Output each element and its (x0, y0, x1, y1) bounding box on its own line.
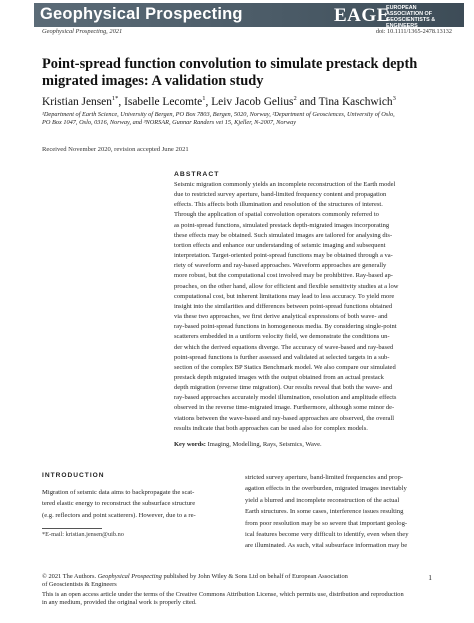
abstract-heading: ABSTRACT (174, 171, 220, 178)
received-dates: Received November 2020, revision accepted June 2021 (42, 146, 189, 153)
keywords (174, 441, 322, 448)
author-separator: , (205, 95, 212, 108)
author-affiliation-mark: 2 (293, 95, 297, 102)
society-name-line: GEOSCIENTISTS & (386, 17, 436, 23)
introduction-left-column (42, 487, 227, 521)
journal-name: Geophysical Prospecting (40, 5, 243, 23)
text-line: tortion effects and enhance our understanding of seismic imaging and subsequent (174, 241, 386, 249)
text-line: agation effects in the overburden, migrated images inevitably (245, 485, 407, 493)
footnote-divider (42, 528, 102, 529)
text-line: viations between the wave-based and ray-based approaches are observed, the overall (174, 414, 395, 422)
text-line: effects. This affects both illumination and resolution of the structures of interest. (174, 201, 383, 209)
text-line: section of the complex BP Statics Benchmark model. We also compare our simulated (174, 363, 396, 371)
text-line: as point-spread functions, simulated prestack depth-migrated images incorporating (174, 221, 390, 229)
text-line: observed in the reverse time-migrated image. Furthermore, although some minor de- (174, 404, 395, 412)
text-line: proaches, on the other hand, allow for efficient and flexible sensitivity studies at a low (174, 282, 399, 290)
society-name-line: ASSOCIATION OF (386, 11, 433, 17)
text-line: more robust, but the computational cost involved may be prohibitive. Ray-based ap- (174, 272, 393, 280)
author-affiliation-mark: 1* (111, 95, 119, 102)
text-line: interpretation. Target-oriented point-spread functions may be obtained through a va- (174, 252, 393, 260)
text-line: yield a blurred and incomplete reconstruction of the actual (245, 496, 400, 504)
corresponding-email[interactable]: *E-mail: kristian.jensen@uib.no (42, 531, 124, 538)
text-line: point-spread functions is further assessed and validated at selected targets in a sub- (174, 353, 390, 361)
text-line: scatterers embedded in a uniform velocity field, we demonstrate the conditions un- (174, 333, 390, 341)
text-line: due to restricted survey aperture, band-limited frequency content and propagation (174, 191, 387, 199)
text-line: ical features become very difficult to identify, even when they (245, 531, 409, 539)
society-name-line: ENGINEERS (386, 23, 418, 29)
eage-logo: EAGE (334, 5, 390, 26)
text-line: Migration of seismic data aims to backpropagate the scat- (42, 489, 195, 496)
text-line: ray-based point-spread functions in homogeneous media. By considering single-point (174, 323, 397, 331)
text-line: riety of waveform and ray-based approaches. Waveform approaches are generally (174, 262, 387, 270)
author-affiliation-mark: 1 (202, 95, 206, 102)
keywords-list: Imaging, Modelling, Rays, Seismics, Wave. (207, 441, 322, 448)
text-line: from poor resolution may be so severe that important geolog- (245, 519, 408, 527)
journal-citation: Geophysical Prospecting, 2021 (42, 28, 123, 35)
affiliation-line: ¹Department of Earth Science, University of Bergen, PO Box 7803, Bergen, 5020, Norway, ²Department of Geosciences, University of Oslo, (42, 111, 395, 118)
author-name: Isabelle Lecomte (124, 95, 203, 108)
affiliation-line: PO Box 1047, Oslo, 0316, Norway, and ³NORSAR, Gunnar Randers vei 15, Kjeller, N-2007, Norway (42, 119, 297, 126)
author-separator: , (118, 95, 125, 108)
text-line: stricted survey aperture, band-limited frequencies and prop- (245, 474, 404, 481)
copyright-line: © 2021 The Authors. Geophysical Prospecting published by John Wiley & Sons Ltd on behalf of European Association (42, 573, 348, 580)
journal-banner (34, 3, 464, 27)
article-title: Point-spread function convolution to simulate prestack depth migrated images: A validation study (42, 56, 418, 89)
author-name: Tina Kaschwich (318, 95, 393, 108)
copyright-notice (42, 573, 402, 589)
text-line: tered elastic energy to reconstruct the subsurface structure (42, 500, 196, 508)
author-affiliation-mark: 3 (392, 95, 396, 102)
text-line: ray-based approaches accurately model illumination, resolution and amplitude effects (174, 394, 397, 402)
text-line: insight into the similarities and differences between point-spread functions obtained (174, 302, 393, 310)
keywords-label: Key words: (174, 441, 206, 448)
text-line: results indicate that both approaches can be used also for complex models. (174, 424, 368, 432)
copyright-line: of Geoscientists & Engineers (42, 581, 117, 588)
author-separator: and (296, 95, 319, 108)
text-line: are illuminated. As such, vital subsurface information may be (245, 542, 408, 550)
text-line: these effects may be obtained. Such simulated images are tailored for analysing dis- (174, 231, 393, 239)
introduction-heading: INTRODUCTION (42, 472, 105, 479)
text-line: Through the application of spatial convolution operators commonly referred to (174, 211, 379, 219)
introduction-right-column (245, 472, 440, 552)
page-number: 1 (428, 573, 432, 582)
license-notice (42, 591, 442, 607)
text-line: der which the derived equations diverge. The accuracy of wave-based and ray-based (174, 343, 394, 351)
license-line: in any medium, provided the original work is properly cited. (42, 599, 197, 606)
author-name: Leiv Jacob Gelius (211, 95, 294, 108)
text-line: Seismic migration commonly yields an incomplete reconstruction of the Earth model (174, 181, 396, 188)
society-name (386, 5, 462, 29)
text-line: (e.g. reflectors and point scatterers). However, due to a re- (42, 511, 196, 519)
abstract-body (174, 180, 436, 434)
society-name-line: EUROPEAN (386, 5, 417, 11)
doi-link[interactable]: doi: 10.1111/1365-2478.13132 (375, 28, 452, 35)
text-line: via these two approaches, we first derive analytical expressions of both wave- and (174, 313, 388, 321)
affiliations (42, 111, 442, 127)
text-line: prestack depth migrated images with the output obtained from an actual prestack (174, 373, 384, 381)
text-line: computational cost, but inherent limitations may lead to less accuracy. To yield more (174, 292, 395, 300)
license-line: This is an open access article under the terms of the Creative Commons Attribution License, which permits use, distribution and reproduction (42, 591, 404, 598)
author-list (42, 95, 462, 108)
text-line: depth migration (reverse time migration). Our results reveal that both the wave- and (174, 384, 393, 392)
text-line: Earth structures. In some cases, interference issues resulting (245, 508, 404, 516)
author-name: Kristian Jensen (42, 95, 112, 108)
